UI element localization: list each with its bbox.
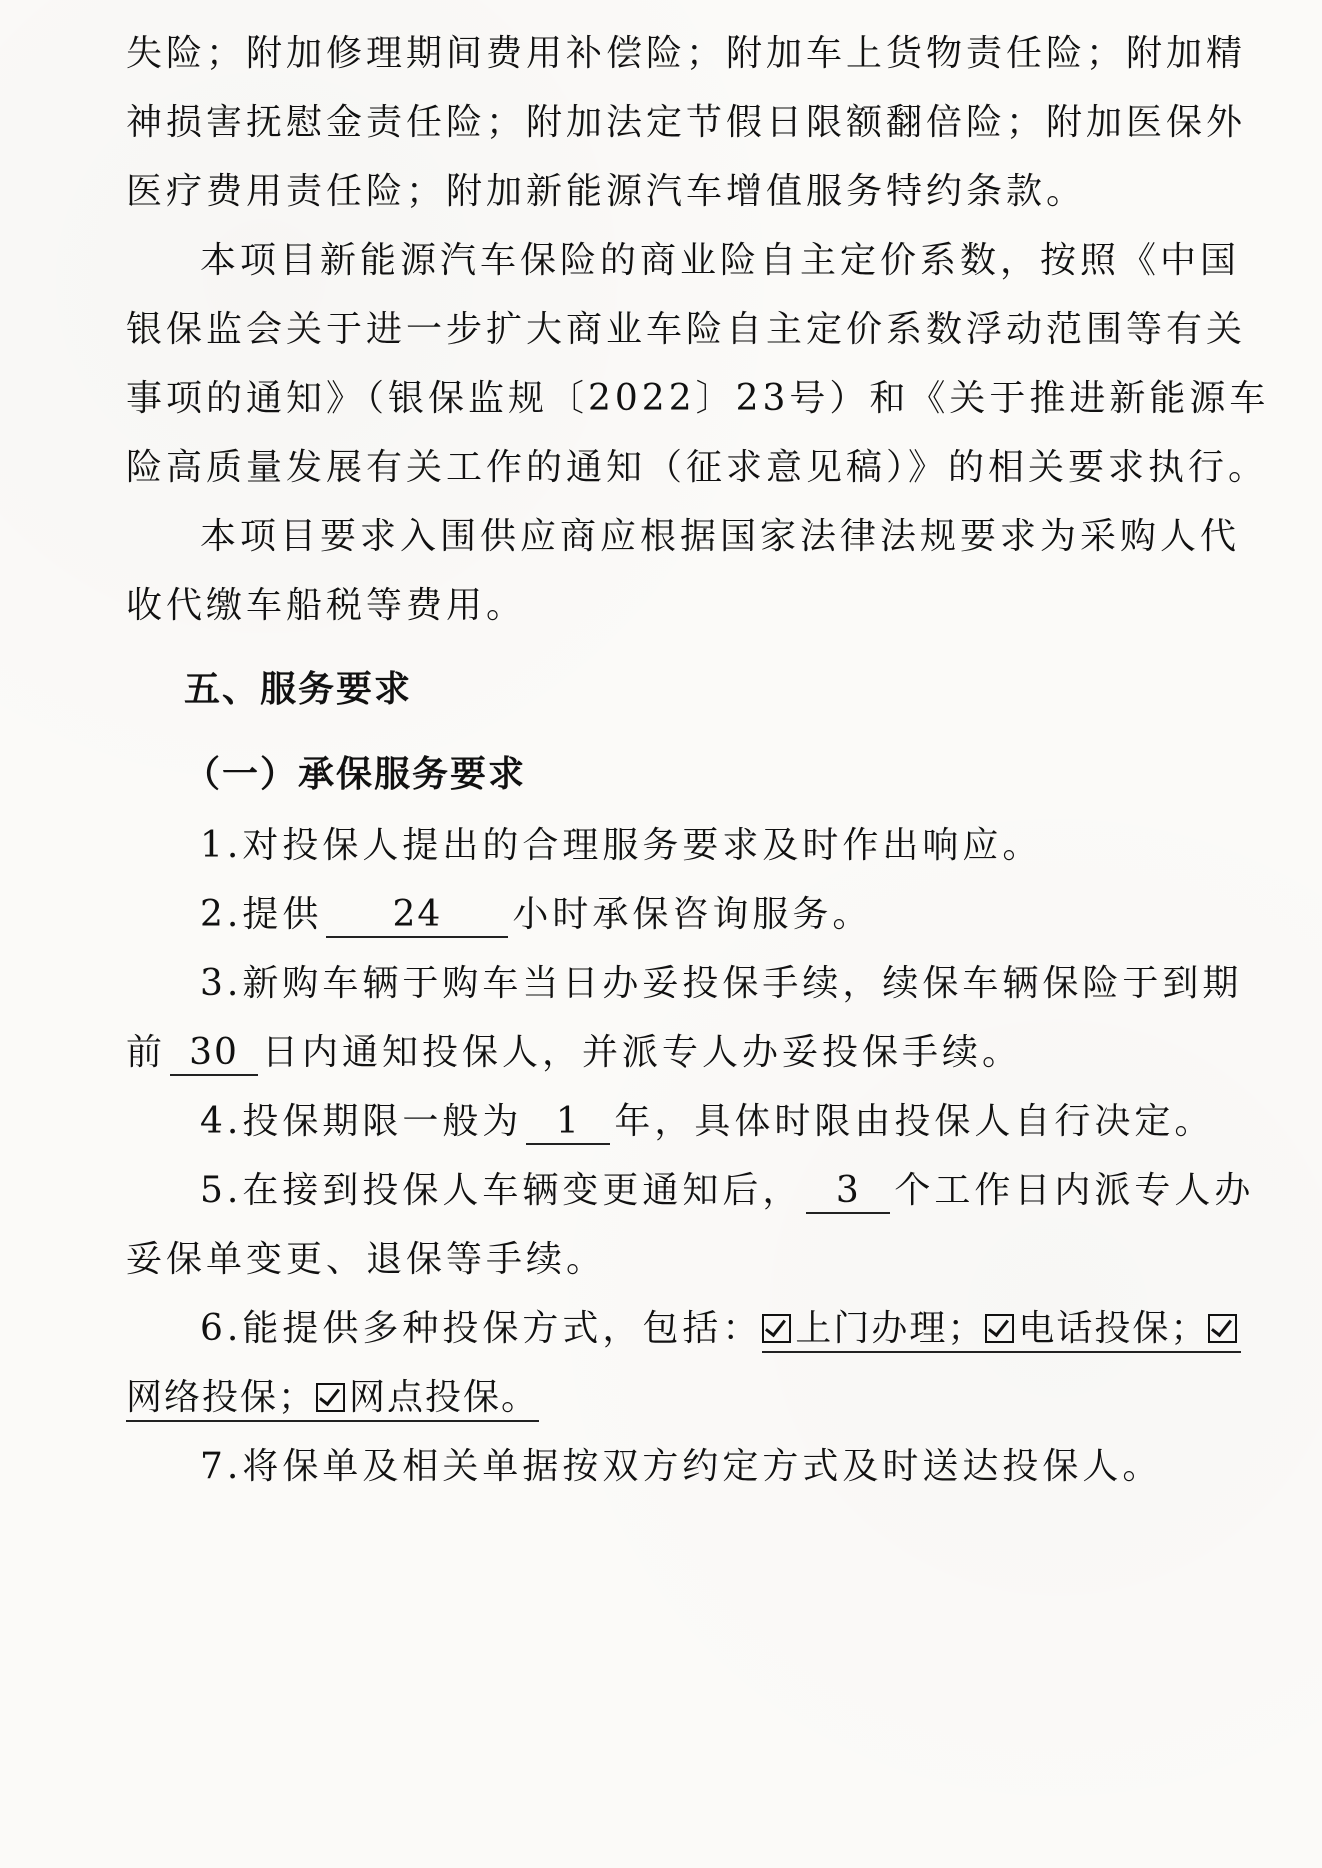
paragraph-line-7: 险高质量发展有关工作的通知（征求意见稿）》的相关要求执行。 <box>126 447 1269 488</box>
item-6-line-2 <box>126 1370 539 1426</box>
option-phone-insurance: 电话投保； <box>1018 1308 1209 1349</box>
item-5-line-1 <box>200 1163 1254 1219</box>
option-branch-insurance: 网点投保。 <box>349 1377 540 1418</box>
checked-box-icon <box>1208 1314 1237 1343</box>
item-1: 1.对投保人提出的合理服务要求及时作出响应。 <box>200 825 1043 866</box>
checked-box-icon <box>985 1314 1014 1343</box>
item-5-suffix: 个工作日内派专人办 <box>894 1170 1255 1211</box>
paragraph-line-6: 事项的通知》（银保监规〔2022〕23号）和《关于推进新能源车 <box>126 378 1270 419</box>
item-6-options-first-line <box>762 1307 1241 1353</box>
item-4-prefix: 4.投保期限一般为 <box>200 1101 523 1142</box>
item-5-blank-value: 3 <box>806 1170 890 1214</box>
paragraph-line-1: 失险；附加修理期间费用补偿险；附加车上货物责任险；附加精 <box>126 33 1247 74</box>
paragraph-line-9: 收代缴车船税等费用。 <box>126 585 527 626</box>
item-3-line-1: 3.新购车辆于购车当日办妥投保手续，续保车辆保险于到期 <box>200 963 1243 1004</box>
checked-box-icon <box>316 1383 345 1412</box>
checked-box-icon <box>762 1314 791 1343</box>
item-2-suffix: 小时承保咨询服务。 <box>512 894 873 935</box>
item-2 <box>200 887 872 943</box>
paragraph-line-4: 本项目新能源汽车保险的商业险自主定价系数，按照《中国 <box>200 240 1241 281</box>
option-online-insurance: 网络投保； <box>126 1377 317 1418</box>
item-4-blank-value: 1 <box>526 1101 610 1145</box>
item-5-prefix: 5.在接到投保人车辆变更通知后， <box>200 1170 803 1211</box>
item-3-prefix: 前 <box>126 1032 167 1073</box>
item-4 <box>200 1094 1214 1150</box>
item-2-blank-value: 24 <box>326 894 508 938</box>
paragraph-line-2: 神损害抚慰金责任险；附加法定节假日限额翻倍险；附加医保外 <box>126 102 1247 143</box>
item-6-options-second-line <box>126 1376 539 1422</box>
item-7: 7.将保单及相关单据按双方约定方式及时送达投保人。 <box>200 1446 1163 1487</box>
item-3-suffix: 日内通知投保人，并派专人办妥投保手续。 <box>262 1032 1023 1073</box>
section-title: 五、服务要求 <box>184 669 413 710</box>
item-4-suffix: 年，具体时限由投保人自行决定。 <box>614 1101 1215 1142</box>
option-door-service: 上门办理； <box>795 1308 986 1349</box>
paragraph-line-8: 本项目要求入围供应商应根据国家法律法规要求为采购人代 <box>200 516 1241 557</box>
paragraph-line-5: 银保监会关于进一步扩大商业车险自主定价系数浮动范围等有关 <box>126 309 1247 350</box>
item-6-prefix: 6.能提供多种投保方式，包括： <box>200 1308 763 1349</box>
item-2-prefix: 2.提供 <box>200 894 323 935</box>
item-3-line-2 <box>126 1025 1022 1081</box>
item-6-line-1 <box>200 1301 1241 1357</box>
item-5-line-2: 妥保单变更、退保等手续。 <box>126 1239 607 1280</box>
item-3-blank-value: 30 <box>170 1032 258 1076</box>
paragraph-line-3: 医疗费用责任险；附加新能源汽车增值服务特约条款。 <box>126 171 1087 212</box>
subsection-title: （一）承保服务要求 <box>184 754 527 795</box>
